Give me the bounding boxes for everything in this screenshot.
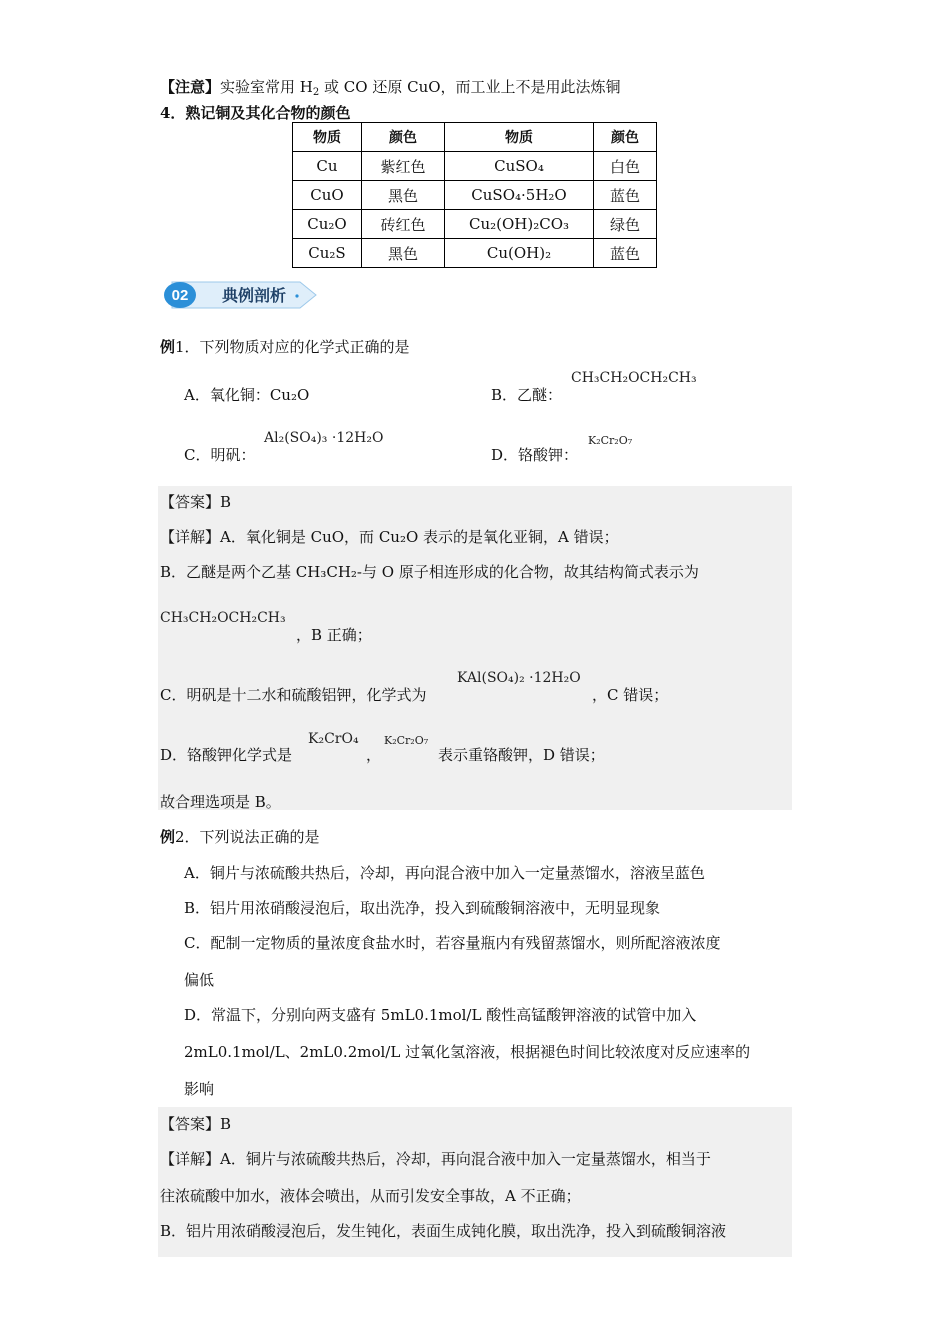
table-cell: 黑色 bbox=[362, 181, 445, 210]
ex2-option-d2: 2mL0.1mol/L、2mL0.2mol/L 过氧化氢溶液，根据褪色时间比较浓度对反应速率的 bbox=[184, 1043, 751, 1061]
section-banner bbox=[160, 278, 320, 312]
banner-dot-icon bbox=[295, 294, 298, 297]
ex2-question-line bbox=[160, 826, 320, 847]
ex1-detail-a-line bbox=[160, 526, 619, 547]
table-cell: 绿色 bbox=[594, 210, 657, 239]
ex1-detail-b2-text: ，B 正确； bbox=[296, 626, 372, 644]
table-cell: Cu(OH)₂ bbox=[445, 239, 594, 268]
ex1-option-c: C．明矾： bbox=[184, 446, 256, 464]
table-row bbox=[293, 181, 657, 210]
table-cell: 黑色 bbox=[362, 239, 445, 268]
ex1-detail-b1: B．乙醚是两个乙基 CH₃CH₂-与 O 原子相连形成的化合物，故其结构简式表示为 bbox=[160, 563, 699, 581]
banner-title: 典例剖析 bbox=[222, 286, 287, 305]
note-sub: 2 bbox=[312, 87, 320, 98]
ex1-option-b: B．乙醚： bbox=[491, 386, 563, 404]
ex2-option-d3: 影响 bbox=[184, 1080, 215, 1098]
table-cell: CuSO₄ bbox=[445, 152, 594, 181]
ex1-detail-d-text1: D．铬酸钾化学式是 bbox=[160, 746, 293, 764]
ex1-question-line bbox=[160, 336, 410, 357]
ex2-option-a: A．铜片与浓硫酸共热后，冷却，再向混合液中加入一定量蒸馏水，溶液呈蓝色 bbox=[184, 864, 705, 882]
table-cell: Cu₂S bbox=[293, 239, 362, 268]
ex1-detail-prefix: 【详解】 bbox=[160, 528, 221, 546]
ex1-detail-d-text2: 表示重铬酸钾，D 错误； bbox=[438, 746, 605, 764]
note-text-before: 实验室常用 H bbox=[220, 78, 313, 96]
ex1-answer: 【答案】B bbox=[160, 493, 232, 511]
ex2-detail-a2: 往浓硫酸中加水，液体会喷出，从而引发安全事故，A 不正确； bbox=[160, 1187, 581, 1205]
table-cell: 紫红色 bbox=[362, 152, 445, 181]
banner-number: 02 bbox=[171, 287, 189, 304]
note-line bbox=[160, 76, 621, 98]
ex2-option-c1: C．配制一定物质的量浓度食盐水时，若容量瓶内有残留蒸馏水，则所配溶液浓度 bbox=[184, 934, 721, 952]
table-header: 物质 bbox=[293, 123, 362, 152]
section-title: 4．熟记铜及其化合物的颜色 bbox=[160, 104, 351, 122]
ex1-detail-d-formula1: K₂CrO₄ bbox=[308, 731, 359, 747]
table-header-row bbox=[293, 123, 657, 152]
ex2-detail-a1: A．铜片与浓硫酸共热后，冷却，再向混合液中加入一定量蒸馏水，相当于 bbox=[220, 1150, 711, 1168]
table-cell: CuO bbox=[293, 181, 362, 210]
ex2-option-b: B．铝片用浓硝酸浸泡后，取出洗净，投入到硫酸铜溶液中，无明显现象 bbox=[184, 899, 661, 917]
ex2-option-d1: D．常温下，分别向两支盛有 5mL0.1mol/L 酸性高锰酸钾溶液的试管中加入 bbox=[184, 1006, 697, 1024]
table-row bbox=[293, 210, 657, 239]
table-cell: Cu₂(OH)₂CO₃ bbox=[445, 210, 594, 239]
ex2-option-c2: 偏低 bbox=[184, 971, 215, 989]
ex1-option-d: D．铬酸钾： bbox=[491, 446, 579, 464]
ex1-detail-d-formula2: K₂Cr₂O₇ bbox=[384, 734, 429, 747]
ex1-detail-d-comma: ， bbox=[366, 746, 382, 764]
table-cell: 蓝色 bbox=[594, 239, 657, 268]
ex2-detail-a1-line bbox=[160, 1148, 711, 1169]
ex1-option-b-formula: CH₃CH₂OCH₂CH₃ bbox=[571, 370, 697, 386]
ex1-question: 1．下列物质对应的化学式正确的是 bbox=[175, 338, 410, 356]
ex1-label: 例 bbox=[160, 338, 176, 356]
ex1-conclusion: 故合理选项是 B。 bbox=[160, 793, 281, 811]
table-header: 颜色 bbox=[594, 123, 657, 152]
ex1-detail-c-text1: C．明矾是十二水和硫酸铝钾，化学式为 bbox=[160, 686, 427, 704]
ex1-detail-c-text2: ，C 错误； bbox=[592, 686, 669, 704]
note-prefix: 【注意】 bbox=[160, 78, 221, 96]
table-header: 颜色 bbox=[362, 123, 445, 152]
ex1-option-d-formula: K₂Cr₂O₇ bbox=[588, 434, 633, 447]
ex1-detail-b2-formula: CH₃CH₂OCH₂CH₃ bbox=[160, 610, 286, 626]
table-cell: CuSO₄·5H₂O bbox=[445, 181, 594, 210]
ex2-label: 例 bbox=[160, 828, 176, 846]
table-row bbox=[293, 152, 657, 181]
note-text-after: 或 CO 还原 CuO，而工业上不是用此法炼铜 bbox=[319, 78, 621, 96]
table-cell: 砖红色 bbox=[362, 210, 445, 239]
table-cell: 白色 bbox=[594, 152, 657, 181]
ex2-question: 2．下列说法正确的是 bbox=[175, 828, 320, 846]
ex2-detail-prefix: 【详解】 bbox=[160, 1150, 221, 1168]
table-cell: Cu₂O bbox=[293, 210, 362, 239]
ex1-option-a: A．氧化铜：Cu₂O bbox=[184, 386, 310, 404]
table-cell: 蓝色 bbox=[594, 181, 657, 210]
ex2-answer: 【答案】B bbox=[160, 1115, 232, 1133]
ex2-detail-b1: B．铝片用浓硝酸浸泡后，发生钝化，表面生成钝化膜，取出洗净，投入到硫酸铜溶液 bbox=[160, 1222, 727, 1240]
color-table bbox=[292, 122, 657, 268]
table-row bbox=[293, 239, 657, 268]
table-header: 物质 bbox=[445, 123, 594, 152]
ex1-detail-c-formula: KAl(SO₄)₂ ·12H₂O bbox=[457, 670, 581, 686]
ex1-detail-a: A．氧化铜是 CuO，而 Cu₂O 表示的是氧化亚铜，A 错误； bbox=[220, 528, 619, 546]
ex1-option-c-formula: Al₂(SO₄)₃ ·12H₂O bbox=[264, 430, 384, 446]
table-cell: Cu bbox=[293, 152, 362, 181]
